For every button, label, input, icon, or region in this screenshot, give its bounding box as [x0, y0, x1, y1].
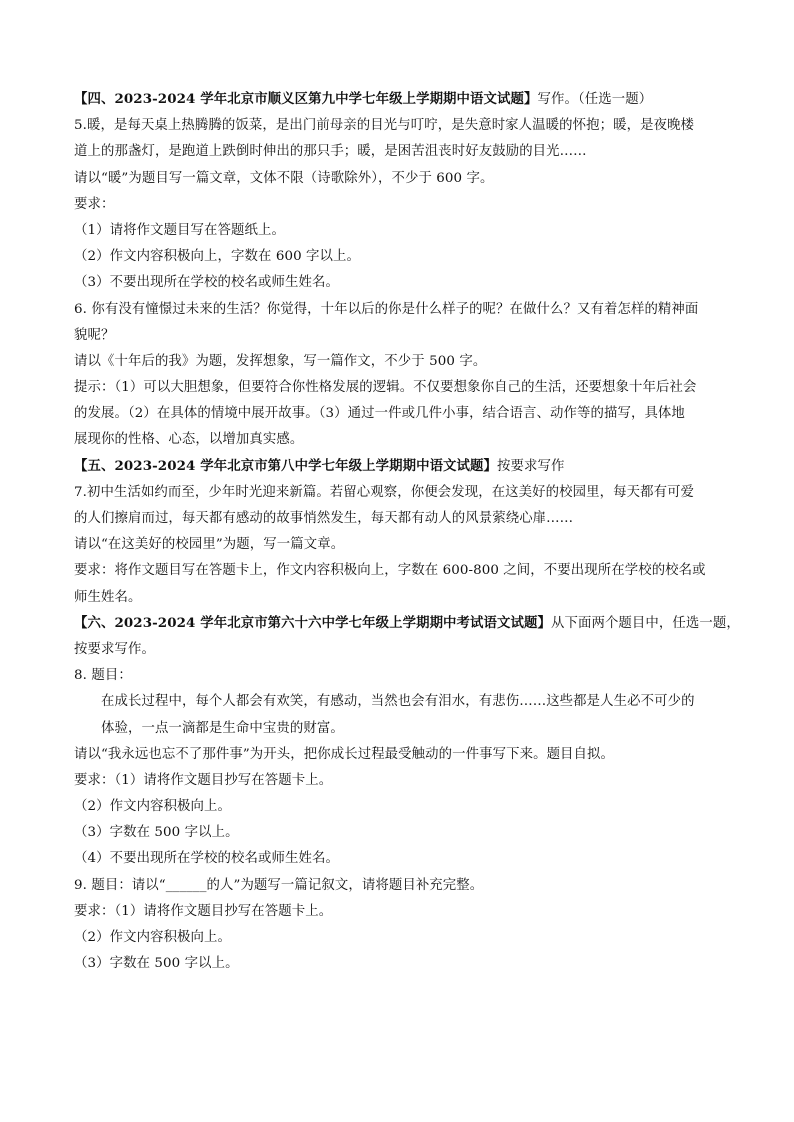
- q8-paragraph-1: 在成长过程中，每个人都会有欢笑，有感动，当然也会有泪水，有悲伤……这些都是人生必不可少的: [101, 694, 695, 710]
- q5-requirement-2: （2）作文内容积极向上，字数在 600 字以上。: [74, 249, 361, 265]
- q7-requirement-1: 要求：将作文题目写在答题卡上，作文内容积极向上，字数在 600-800 之间，不要出现所在学校的校名或: [74, 563, 706, 579]
- q7-line-2: 的人们擦肩而过，每天都有感动的故事悄然发生，每天都有动人的风景萦绕心扉……: [74, 511, 574, 526]
- q8-paragraph-2: 体验，一点一滴都是生命中宝贵的财富。: [101, 720, 344, 736]
- section-5-heading: [74, 457, 734, 476]
- q5-prompt: 请以“暖”为题目写一篇文章，文体不限（诗歌除外），不少于 600 字。: [74, 170, 494, 186]
- q6-tip-3: 展现你的性格、心态，以增加真实感。: [74, 432, 304, 448]
- q9-requirement-2: （2）作文内容积极向上。: [74, 930, 232, 945]
- q9-blank: ______: [165, 877, 207, 893]
- q8-requirement-4: （4）不要出现所在学校的校名或师生姓名。: [74, 851, 339, 867]
- q8-prompt: 请以“我永远也忘不了那件事”为开头，把你成长过程最受触动的一件事写下来。题目自拟。: [74, 746, 615, 762]
- q9-requirement-3: （3）字数在 500 字以上。: [74, 956, 239, 972]
- q6-line-2: 貌呢？: [74, 327, 115, 343]
- q7-line-1: 7.初中生活如约而至，少年时光迎来新篇。若留心观察，你便会发现，在这美好的校园里，每天都有可爱: [74, 484, 695, 500]
- q9-suffix: 的人”为题写一篇记叙文，请将题目补充完整。: [206, 877, 484, 893]
- q7-requirement-2: 师生姓名。: [74, 589, 142, 605]
- section-6-title: 【六、2023-2024 学年北京市第六十六中学七年级上学期期中考试语文试题】: [74, 614, 551, 631]
- document-page: [74, 90, 740, 980]
- section-5-title: 【五、2023-2024 学年北京市第八中学七年级上学期期中语文试题】: [74, 457, 498, 474]
- q8-label: 8. 题目：: [74, 668, 132, 684]
- q6-prompt: 请以《十年后的我》为题，发挥想象，写一篇作文，不少于 500 字。: [74, 353, 487, 369]
- q8-requirement-3: （3）字数在 500 字以上。: [74, 825, 239, 841]
- q8-requirement-2: （2）作文内容积极向上。: [74, 799, 232, 815]
- q6-tip-2: 的发展。（2）在具体的情境中展开故事。（3）通过一件或几件小事，结合语言、动作等的描写，具体地: [74, 406, 685, 422]
- q5-line-1: 5.暖，是每天桌上热腾腾的饭菜，是出门前母亲的目光与叮咛，是失意时家人温暖的怀抱；暖，是夜晚楼: [74, 118, 695, 134]
- q6-line-1: 6. 你有没有憧憬过未来的生活？你觉得，十年以后的你是什么样子的呢？在做什么？又有着怎样的精神面: [74, 301, 699, 317]
- q6-tip-1: 提示：（1）可以大胆想象，但要符合你性格发展的逻辑。不仅要想象你自己的生活，还要想象十年后社会: [74, 380, 697, 396]
- section-6-suffix-2: 按要求写作。: [74, 641, 155, 657]
- q9-requirement-1: 要求：（1）请将作文题目抄写在答题卡上。: [74, 903, 333, 919]
- q9-prefix: 9. 题目：请以“: [74, 877, 166, 893]
- section-4-title: 【四、2023-2024 学年北京市顺义区第九中学七年级上学期期中语文试题】: [74, 91, 538, 107]
- q7-prompt: 请以“在这美好的校园里”为题，写一篇文章。: [74, 537, 345, 553]
- q5-requirement-3: （3）不要出现所在学校的校名或师生姓名。: [74, 275, 339, 291]
- section-4-suffix: 写作。（任选一题）: [537, 92, 653, 107]
- q9-prompt: [74, 876, 734, 895]
- q5-requirement-1: （1）请将作文题目写在答题纸上。: [74, 222, 285, 238]
- q5-line-2: 道上的那盏灯，是跑道上跌倒时伸出的那只手；暖，是困苦沮丧时好友鼓励的目光……: [74, 144, 587, 160]
- section-5-suffix: 按要求写作: [497, 458, 565, 474]
- section-4-heading: [74, 90, 734, 109]
- q5-requirements-label: 要求：: [74, 196, 115, 212]
- section-6-heading: [74, 614, 740, 633]
- section-6-suffix-1: 从下面两个题目中，任选一题，: [550, 615, 740, 631]
- q8-requirement-1: 要求：（1）请将作文题目抄写在答题卡上。: [74, 772, 333, 788]
